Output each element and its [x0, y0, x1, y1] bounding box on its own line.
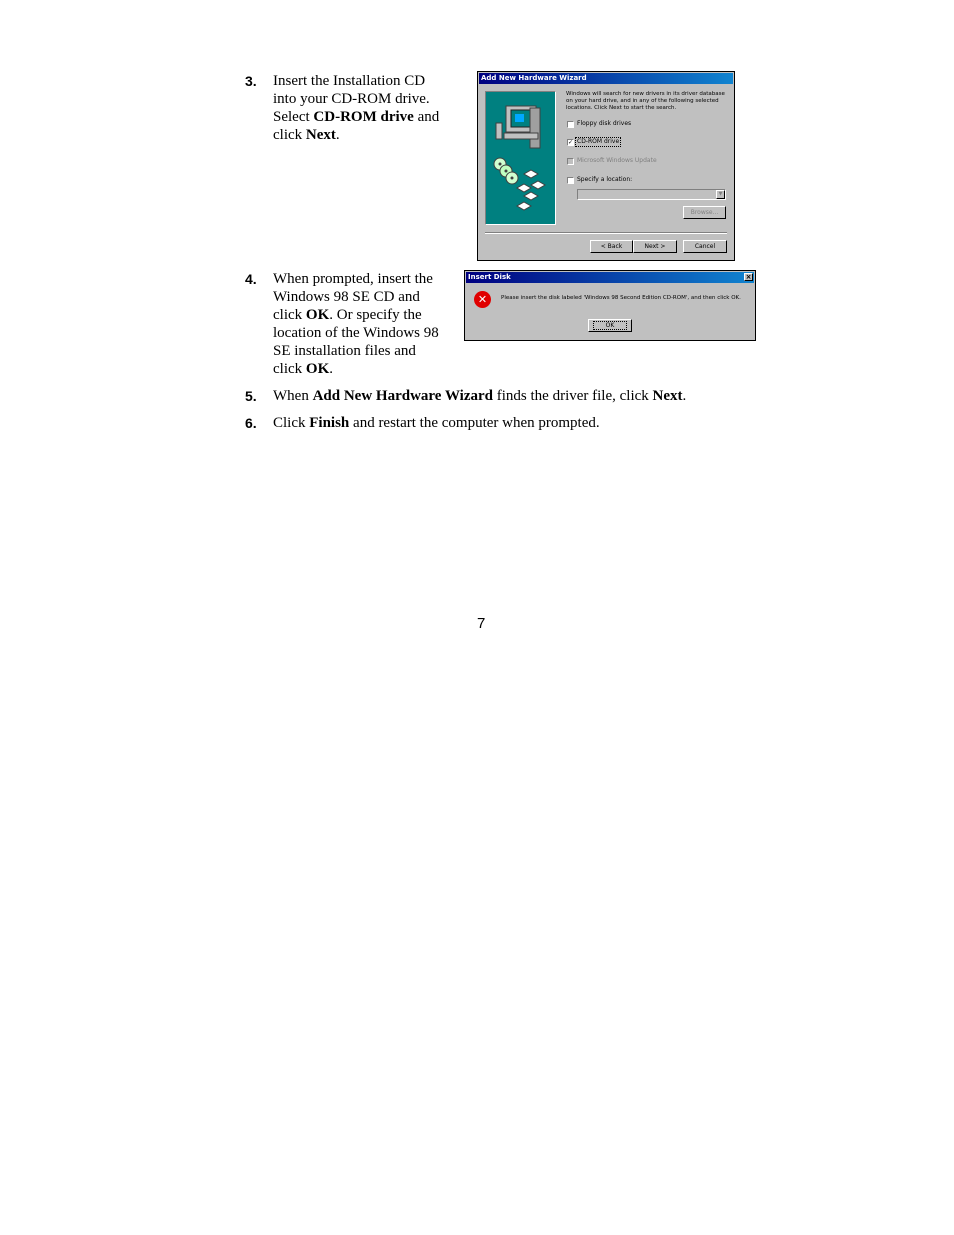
browse-button[interactable]: Browse... [683, 206, 726, 219]
specify-location-label: Specify a location: [577, 176, 633, 183]
floppy-label: Floppy disk drives [577, 120, 632, 127]
step-text-run: click [273, 361, 306, 377]
step-text-run: location of the Windows 98 [273, 325, 439, 341]
step-bold-run: Finish [309, 415, 350, 431]
ok-label: OK [594, 322, 627, 329]
step-line [273, 90, 439, 108]
windows-update-checkbox[interactable] [567, 158, 574, 165]
step-text-run: and [413, 109, 440, 125]
step-number: 3. [245, 73, 257, 89]
error-icon: ✕ [474, 291, 491, 308]
step-bold-run: OK [305, 307, 330, 323]
step-number: 5. [245, 388, 257, 404]
step-text-run: click [273, 307, 306, 323]
step-text-run: Select [273, 109, 314, 125]
insert-disk-message: Please insert the disk labeled 'Windows 98 Second Edition CD-ROM', and then click OK. [501, 295, 741, 301]
cdrom-label: CD-ROM drive [577, 138, 620, 145]
step-line [273, 342, 439, 360]
wizard-separator [485, 232, 727, 234]
step-text-run: Windows 98 SE CD and [273, 289, 420, 305]
step-line [273, 324, 439, 342]
computer-illustration-icon [486, 92, 555, 224]
step-text [273, 414, 600, 432]
step-text [273, 72, 439, 144]
step-bold-run: Next [305, 127, 336, 143]
step-text-run: When [273, 388, 313, 404]
cdrom-checkbox[interactable]: ✓ [568, 139, 574, 146]
step-text-run: SE installation files and [273, 343, 416, 359]
add-new-hardware-wizard-dialog [477, 71, 735, 261]
page-number: 7 [477, 615, 486, 632]
step-line [273, 126, 439, 144]
insert-disk-title: Insert Disk [466, 272, 754, 283]
cancel-button[interactable]: Cancel [683, 240, 727, 253]
step-text-run: into your CD-ROM drive. [273, 91, 430, 107]
step-line [273, 360, 439, 378]
step-line [273, 288, 439, 306]
step-5 [0, 387, 954, 407]
ok-button[interactable] [588, 319, 632, 332]
windows-update-label: Microsoft Windows Update [577, 157, 657, 164]
step-line [273, 270, 439, 288]
step-line [273, 306, 439, 324]
chevron-down-icon[interactable]: ▼ [716, 190, 725, 199]
step-6 [0, 414, 954, 434]
step-number: 6. [245, 415, 257, 431]
step-bold-run: OK [305, 361, 330, 377]
step-text [273, 270, 439, 378]
wizard-title: Add New Hardware Wizard [479, 73, 733, 84]
step-bold-run: CD-ROM drive [313, 109, 414, 125]
step-number: 4. [245, 271, 257, 287]
step-line [273, 108, 439, 126]
specify-location-checkbox[interactable] [567, 177, 574, 184]
step-text [273, 387, 686, 405]
step-text-run: . [335, 127, 340, 143]
next-button[interactable]: Next > [633, 240, 677, 253]
close-icon[interactable]: × [745, 273, 752, 281]
step-text-run: finds the driver file, click [493, 388, 653, 404]
wizard-illustration [485, 91, 556, 225]
step-text-run: and restart the computer when prompted. [349, 415, 600, 431]
step-text-run: click [273, 127, 306, 143]
step-bold-run: Add New Hardware Wizard [312, 388, 493, 404]
step-bold-run: Next [652, 388, 683, 404]
floppy-checkbox[interactable] [567, 121, 574, 128]
step-text-run: When prompted, insert the [273, 271, 433, 287]
back-button[interactable]: < Back [590, 240, 633, 253]
step-text-run: . Or specify the [329, 307, 422, 323]
step-line [273, 72, 439, 90]
step-text-run: . [682, 388, 687, 404]
wizard-description: Windows will search for new drivers in its driver database on your hard drive, and in any of the following selected locations. Click Next to start the search. [566, 91, 725, 111]
step-text-run: Insert the Installation CD [273, 73, 426, 89]
location-combobox[interactable] [577, 189, 726, 200]
step-text-run: . [329, 361, 333, 377]
insert-disk-dialog [464, 270, 756, 341]
step-text-run: Click [273, 415, 310, 431]
